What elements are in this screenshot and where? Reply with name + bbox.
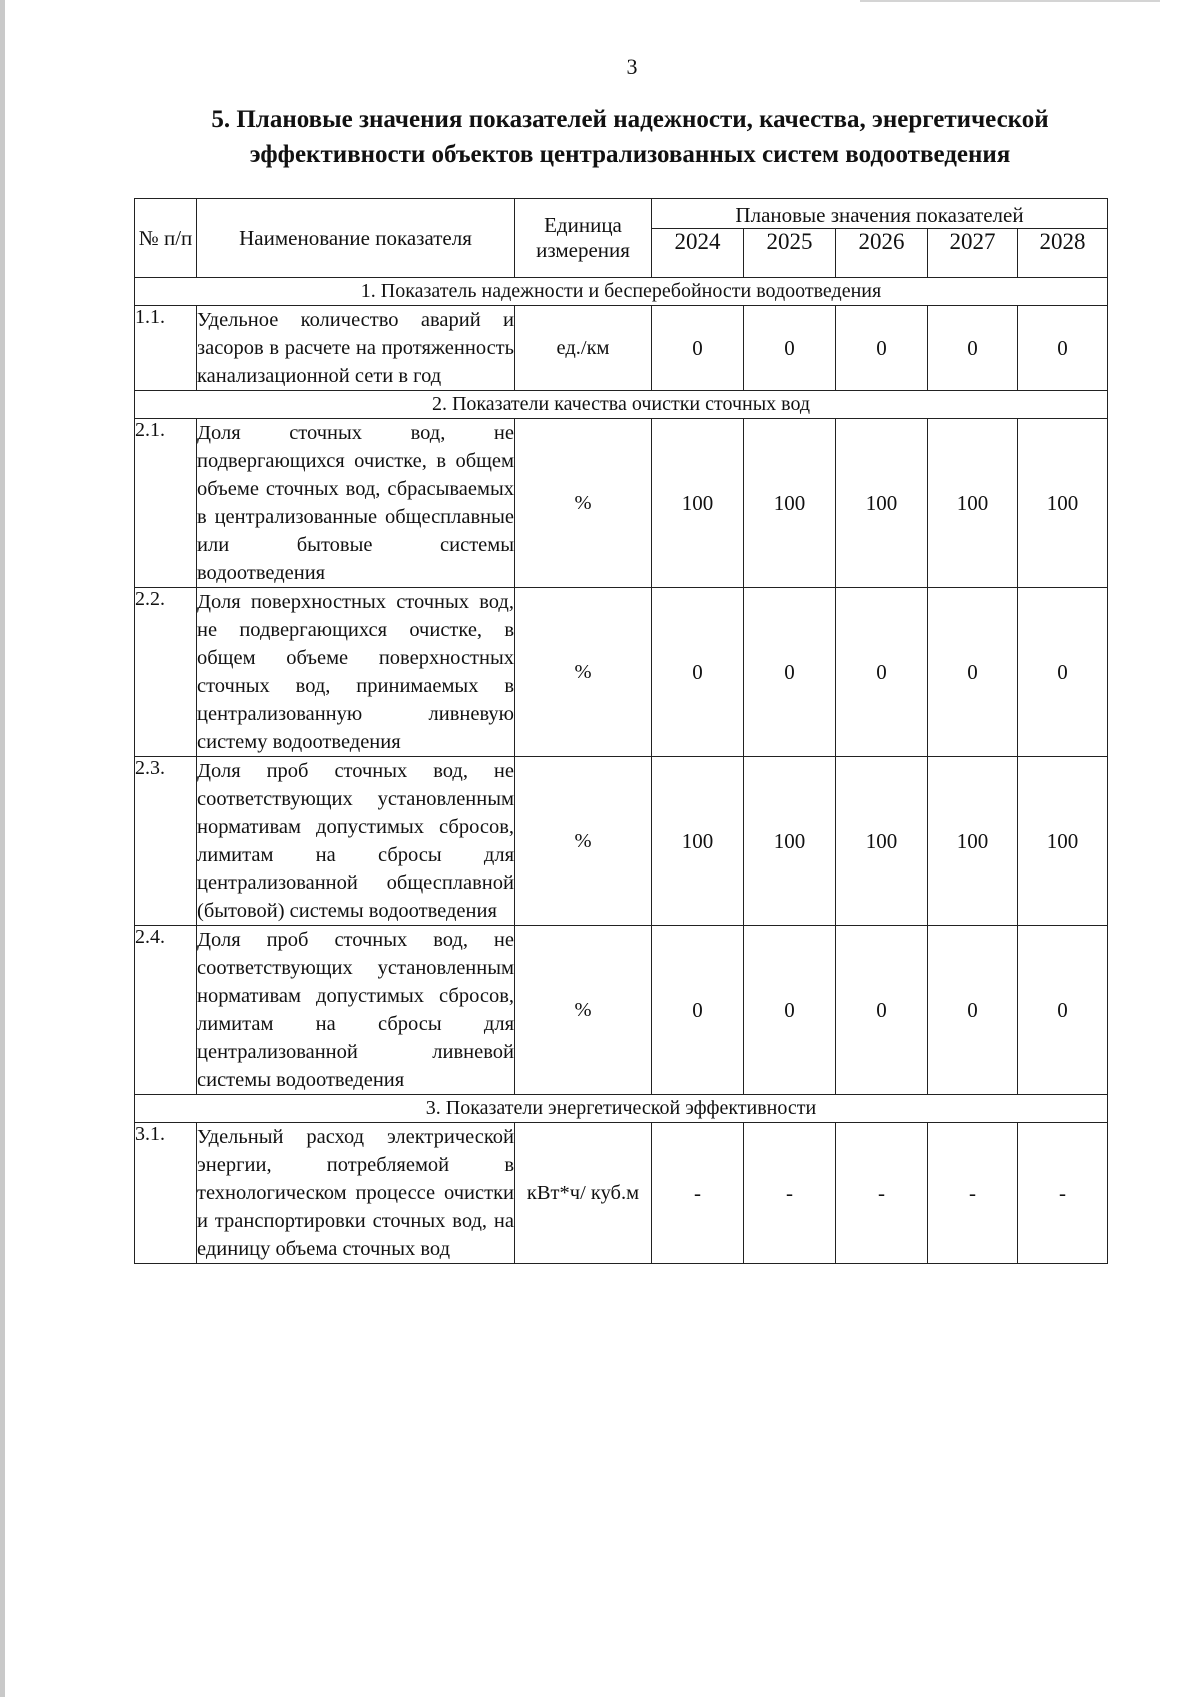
section-title: 5. Плановые значения показателей надежности, качества, энергетической эффективности объектов централизованных систем водоотведения: [211, 106, 1049, 168]
header-year: 2027: [928, 229, 1018, 278]
table-row: [135, 926, 1108, 1095]
indicator-name: Доля поверхностных сточных вод, не подвергающихся очистке, в общем объеме поверхностных сточных вод, принимаемых в централизованную ливневую систему водоотведения: [197, 588, 515, 757]
indicator-name: Доля проб сточных вод, не соответствующих установленным нормативам допустимых сбросов, лимитам на сбросы для централизованной общесплавной (бытовой) системы водоотведения: [197, 757, 515, 926]
row-number: 2.1.: [135, 419, 197, 588]
indicator-name: Удельное количество аварий и засоров в расчете на протяженность канализационной сети в год: [197, 306, 515, 391]
row-number: 2.3.: [135, 757, 197, 926]
value-cell: 100: [928, 757, 1018, 926]
value-cell: 0: [652, 306, 744, 391]
value-cell: 100: [744, 419, 836, 588]
header-year: 2026: [836, 229, 928, 278]
value-cell: 100: [836, 419, 928, 588]
scan-edge-top: [860, 0, 1160, 2]
scan-edge-left: [0, 0, 5, 1697]
unit-cell: ед./км: [515, 306, 652, 391]
section-heading: 2. Показатели качества очистки сточных вод: [135, 391, 1108, 419]
value-cell: 100: [652, 419, 744, 588]
header-plan-values: Плановые значения показателей: [652, 199, 1108, 229]
row-number: 3.1.: [135, 1123, 197, 1264]
unit-cell: %: [515, 926, 652, 1095]
header-num: № п/п: [135, 199, 197, 278]
header-year: 2028: [1018, 229, 1108, 278]
header-year: 2025: [744, 229, 836, 278]
value-cell: 0: [836, 306, 928, 391]
value-cell: 0: [652, 588, 744, 757]
table-row: [135, 1123, 1108, 1264]
value-cell: 0: [836, 588, 928, 757]
value-cell: -: [1018, 1123, 1108, 1264]
value-cell: 0: [836, 926, 928, 1095]
indicators-table: [134, 198, 1108, 1264]
indicator-name: Удельный расход электрической энергии, потребляемой в технологическом процессе очистки и транспортировки сточных вод, на единицу объема сточных вод: [197, 1123, 515, 1264]
value-cell: 0: [928, 588, 1018, 757]
value-cell: 100: [744, 757, 836, 926]
value-cell: -: [836, 1123, 928, 1264]
table-row: [135, 419, 1108, 588]
value-cell: 0: [1018, 926, 1108, 1095]
unit-cell: %: [515, 588, 652, 757]
unit-cell: кВт*ч/ куб.м: [515, 1123, 652, 1264]
header-unit: Единица измерения: [515, 199, 652, 278]
table-row: [135, 588, 1108, 757]
value-cell: 0: [744, 926, 836, 1095]
value-cell: 0: [744, 306, 836, 391]
indicator-name: Доля проб сточных вод, не соответствующих установленным нормативам допустимых сбросов, лимитам на сбросы для централизованной ливневой системы водоотведения: [197, 926, 515, 1095]
table-row: [135, 306, 1108, 391]
table-row: [135, 757, 1108, 926]
header-name: Наименование показателя: [197, 199, 515, 278]
value-cell: 100: [652, 757, 744, 926]
unit-cell: %: [515, 419, 652, 588]
value-cell: -: [928, 1123, 1018, 1264]
value-cell: -: [744, 1123, 836, 1264]
value-cell: 0: [652, 926, 744, 1095]
row-number: 2.4.: [135, 926, 197, 1095]
value-cell: 100: [928, 419, 1018, 588]
value-cell: 100: [1018, 757, 1108, 926]
value-cell: 100: [1018, 419, 1108, 588]
value-cell: -: [652, 1123, 744, 1264]
value-cell: 0: [1018, 588, 1108, 757]
row-number: 1.1.: [135, 306, 197, 391]
value-cell: 0: [928, 926, 1018, 1095]
section-heading: 3. Показатели энергетической эффективности: [135, 1095, 1108, 1123]
section-heading: 1. Показатель надежности и бесперебойности водоотведения: [135, 278, 1108, 306]
value-cell: 100: [836, 757, 928, 926]
value-cell: 0: [744, 588, 836, 757]
page-number: 3: [626, 54, 638, 79]
row-number: 2.2.: [135, 588, 197, 757]
value-cell: 0: [928, 306, 1018, 391]
unit-cell: %: [515, 757, 652, 926]
header-year: 2024: [652, 229, 744, 278]
value-cell: 0: [1018, 306, 1108, 391]
indicator-name: Доля сточных вод, не подвергающихся очистке, в общем объеме сточных вод, сбрасываемых в централизованные общесплавные или бытовые системы водоотведения: [197, 419, 515, 588]
